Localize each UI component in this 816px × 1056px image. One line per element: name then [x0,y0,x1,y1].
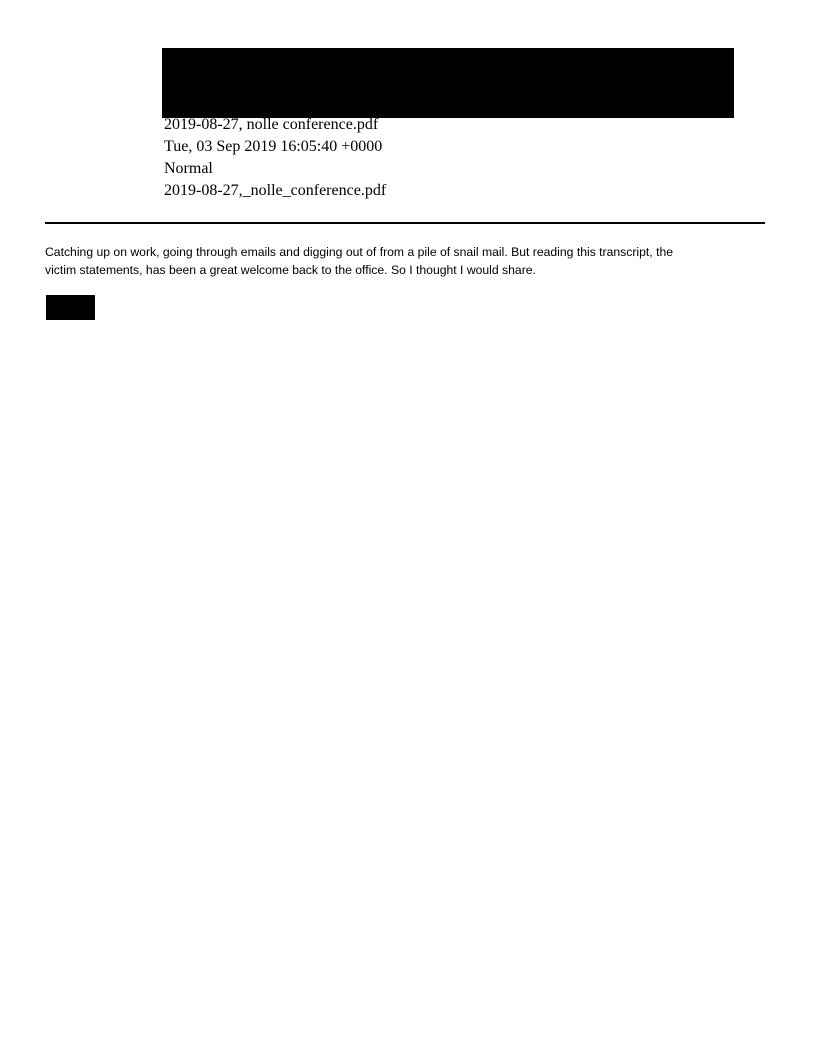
date-value: Tue, 03 Sep 2019 16:05:40 +0000 [164,138,383,155]
signature-redaction [46,295,95,320]
importance-value: Normal [164,160,213,177]
subject-value: 2019-08-27, nolle conference.pdf [164,116,379,133]
header-divider [45,222,765,224]
body-line-2: victim statements, has been a great welcome back to the office. So I thought I would share. [45,263,536,277]
sender-recipient-redaction [162,48,734,118]
body-line-1: Catching up on work, going through emails and digging out of from a pile of snail mail. But reading this transcript, the [45,245,674,259]
email-body [45,243,775,279]
attachments-value: 2019-08-27,_nolle_conference.pdf [164,182,387,199]
